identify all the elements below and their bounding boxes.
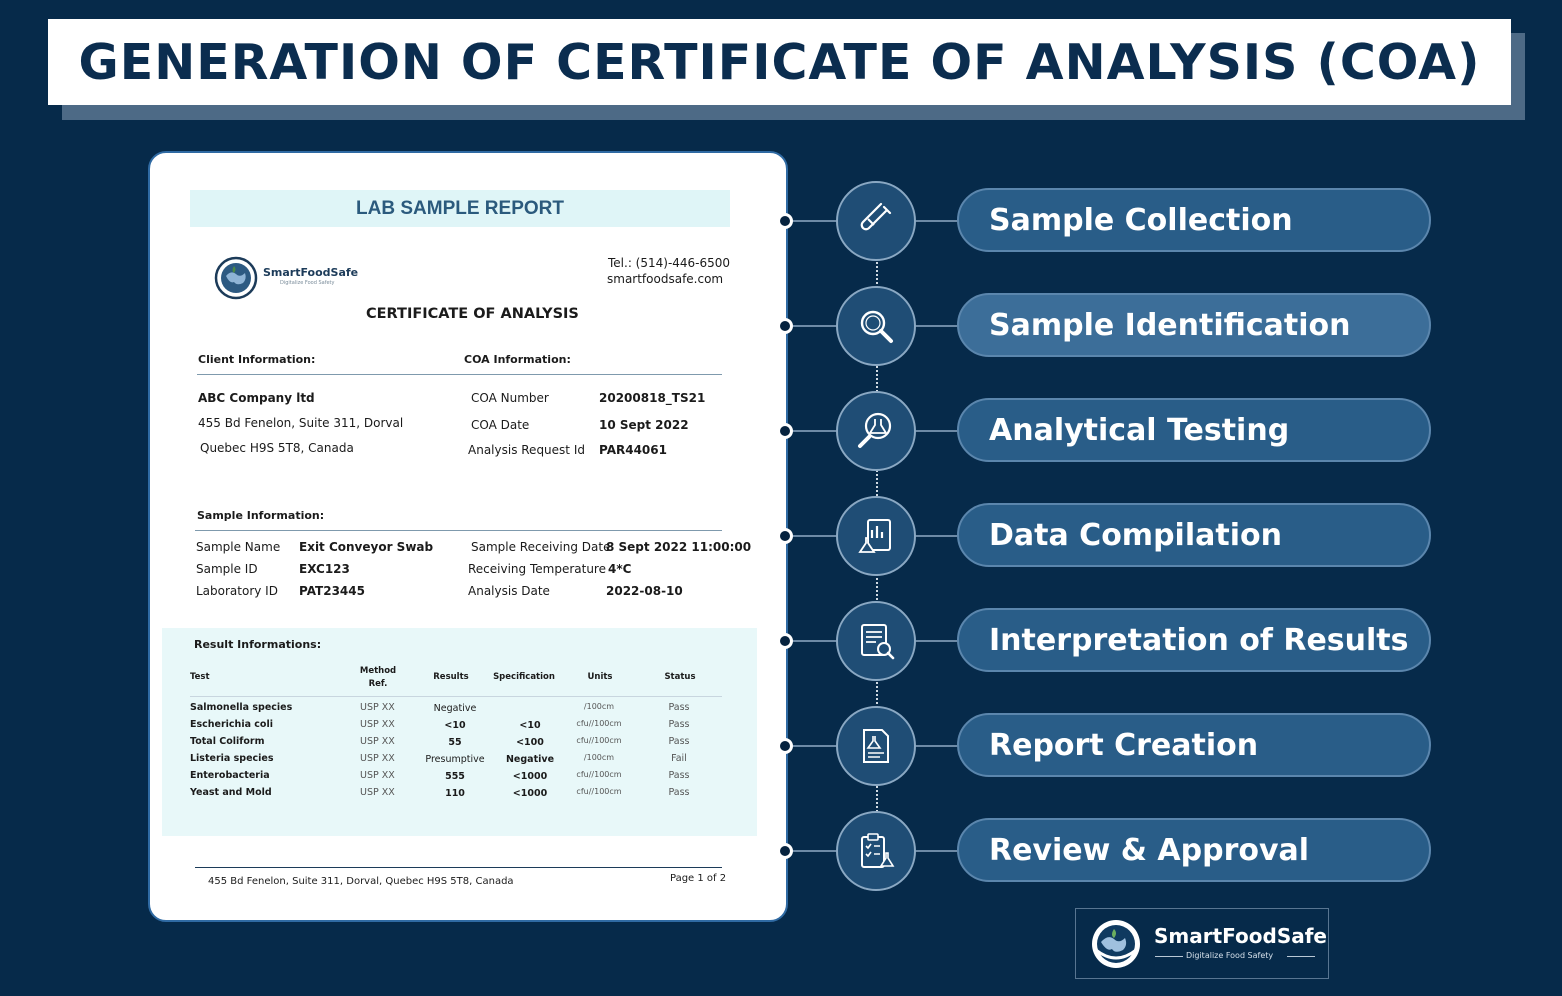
step-icon-circle (836, 811, 916, 891)
step-icon-circle (836, 496, 916, 576)
brand-tagline: Digitalize Food Safety (1186, 951, 1274, 960)
result-value: Negative (433, 703, 477, 714)
company-tagline: Digitalize Food Safety (280, 280, 335, 286)
result-test: Salmonella species (190, 702, 293, 713)
column-header-status: Status (664, 672, 696, 682)
result-units: /100cm (583, 702, 615, 711)
divider (197, 374, 722, 375)
connector-dot (777, 423, 793, 439)
result-status: Pass (668, 736, 690, 747)
sample-name-label: Sample Name (196, 540, 281, 554)
test-tube-icon (854, 199, 898, 243)
step-label: Data Compilation (989, 517, 1282, 553)
step-label: Sample Identification (989, 307, 1351, 343)
connector-line (793, 640, 837, 642)
analysis-date-label: Analysis Date (468, 584, 550, 598)
connector-line (793, 220, 837, 222)
result-status: Pass (668, 770, 690, 781)
column-header-specification: Specification (493, 672, 555, 682)
connector-line (793, 430, 837, 432)
company-name: SmartFoodSafe (263, 266, 359, 279)
coa-date: 10 Sept 2022 (599, 418, 689, 432)
connector-dot (777, 213, 793, 229)
globe-logo-icon (1090, 918, 1142, 970)
step-pill (957, 398, 1431, 462)
step-label: Report Creation (989, 727, 1259, 763)
result-method: USP XX (360, 753, 395, 764)
brand-name: SmartFoodSafe (1154, 924, 1327, 948)
client-name: ABC Company ltd (198, 391, 315, 405)
step-icon-circle (836, 286, 916, 366)
result-method: USP XX (360, 787, 395, 798)
result-specification: Negative (505, 754, 555, 765)
connector-line (793, 850, 837, 852)
step-icon-circle (836, 391, 916, 471)
result-method: USP XX (360, 719, 395, 730)
step-label: Sample Collection (989, 202, 1293, 238)
contact-website: smartfoodsafe.com (607, 272, 724, 286)
result-value: 55 (448, 737, 462, 748)
result-specification: <100 (516, 737, 544, 748)
connector-line (915, 220, 959, 222)
receiving-date: 8 Sept 2022 11:00:00 (606, 540, 752, 554)
document-flask-icon (854, 724, 898, 768)
result-specification: <1000 (512, 788, 548, 799)
connector-line (793, 535, 837, 537)
company-logo-icon (214, 256, 258, 300)
divider (195, 530, 722, 531)
divider (190, 696, 722, 697)
result-value: Presumptive (425, 754, 485, 765)
receiving-date-label: Sample Receiving Date (471, 540, 611, 554)
certificate-title: CERTIFICATE OF ANALYSIS (366, 306, 579, 322)
analysis-date: 2022-08-10 (606, 584, 683, 598)
column-header-method: Method (359, 666, 397, 676)
column-header-units: Units (587, 672, 613, 682)
coa-number: 20200818_TS21 (599, 391, 706, 405)
connector-line (915, 640, 959, 642)
coa-number-label: COA Number (471, 391, 549, 405)
report-header: LAB SAMPLE REPORT (190, 190, 730, 227)
result-status: Fail (671, 753, 687, 764)
connector-line (915, 850, 959, 852)
laboratory-id-label: Laboratory ID (196, 584, 278, 598)
connector-line (793, 325, 837, 327)
sample-id: EXC123 (299, 562, 350, 576)
results-section (162, 628, 757, 836)
result-status: Pass (668, 719, 690, 730)
result-test: Escherichia coli (190, 719, 273, 730)
analysis-request-id: PAR44061 (599, 443, 667, 457)
step-pill (957, 503, 1431, 567)
result-status: Pass (668, 702, 690, 713)
magnifier-icon (854, 304, 898, 348)
result-method: USP XX (360, 736, 395, 747)
result-test: Yeast and Mold (190, 787, 272, 798)
result-value: <10 (444, 720, 466, 731)
sample-name: Exit Conveyor Swab (299, 540, 434, 554)
result-units: cfu//100cm (576, 719, 622, 728)
brand-line-right (1287, 956, 1315, 957)
result-units: cfu//100cm (576, 770, 622, 779)
sample-info-label: Sample Information: (197, 509, 325, 522)
page-title: GENERATION OF CERTIFICATE OF ANALYSIS (COA) (78, 33, 1481, 91)
connector-dot (777, 738, 793, 754)
result-test: Listeria species (190, 753, 274, 764)
step-icon-circle (836, 181, 916, 261)
connector-dot (777, 528, 793, 544)
connector-dot (777, 843, 793, 859)
coa-date-label: COA Date (471, 418, 530, 432)
coa-info-label: COA Information: (464, 353, 571, 366)
connector-line (915, 430, 959, 432)
step-icon-circle (836, 601, 916, 681)
client-address-line1: 455 Bd Fenelon, Suite 311, Dorval (198, 416, 404, 430)
document-search-icon (854, 619, 898, 663)
result-units: /100cm (583, 753, 615, 762)
result-method: USP XX (360, 702, 395, 713)
step-pill (957, 293, 1431, 357)
result-status: Pass (668, 787, 690, 798)
client-address-line2: Quebec H9S 5T8, Canada (200, 441, 354, 455)
flask-magnifier-icon (854, 409, 898, 453)
clipboard-check-icon (854, 829, 898, 873)
result-units: cfu//100cm (576, 787, 622, 796)
step-icon-circle (836, 706, 916, 786)
footer-divider (195, 867, 722, 868)
result-specification: <10 (519, 720, 541, 731)
analysis-request-label: Analysis Request Id (468, 443, 585, 457)
connector-line (915, 325, 959, 327)
brand-line-left (1155, 956, 1183, 957)
receiving-temperature: 4*C (608, 562, 632, 576)
step-pill (957, 818, 1431, 882)
title-banner (48, 19, 1511, 105)
result-specification: <1000 (512, 771, 548, 782)
footer-address: 455 Bd Fenelon, Suite 311, Dorval, Quebec H9S 5T8, Canada (208, 876, 514, 887)
client-info-label: Client Information: (198, 353, 316, 366)
connector-line (915, 745, 959, 747)
column-header-test: Test (190, 672, 210, 682)
connector-line (915, 535, 959, 537)
results-label: Result Informations: (194, 638, 322, 651)
connector-dot (777, 633, 793, 649)
step-label: Analytical Testing (989, 412, 1290, 448)
footer-page: Page 1 of 2 (670, 873, 727, 884)
result-units: cfu//100cm (576, 736, 622, 745)
step-label: Review & Approval (989, 832, 1310, 868)
report-flask-icon (854, 514, 898, 558)
contact-tel: Tel.: (514)-446-6500 (608, 256, 731, 270)
step-pill (957, 713, 1431, 777)
receiving-temperature-label: Receiving Temperature (468, 562, 606, 576)
result-test: Total Coliform (190, 736, 265, 747)
step-pill (957, 188, 1431, 252)
laboratory-id: PAT23445 (299, 584, 365, 598)
step-pill (957, 608, 1431, 672)
connector-line (793, 745, 837, 747)
result-value: 110 (445, 788, 465, 799)
result-method: USP XX (360, 770, 395, 781)
result-value: 555 (445, 771, 465, 782)
column-header-results: Results (433, 672, 469, 682)
result-test: Enterobacteria (190, 770, 270, 781)
sample-id-label: Sample ID (196, 562, 258, 576)
step-label: Interpretation of Results (989, 622, 1409, 658)
connector-dot (777, 318, 793, 334)
column-header-method-ref: Ref. (368, 679, 388, 689)
